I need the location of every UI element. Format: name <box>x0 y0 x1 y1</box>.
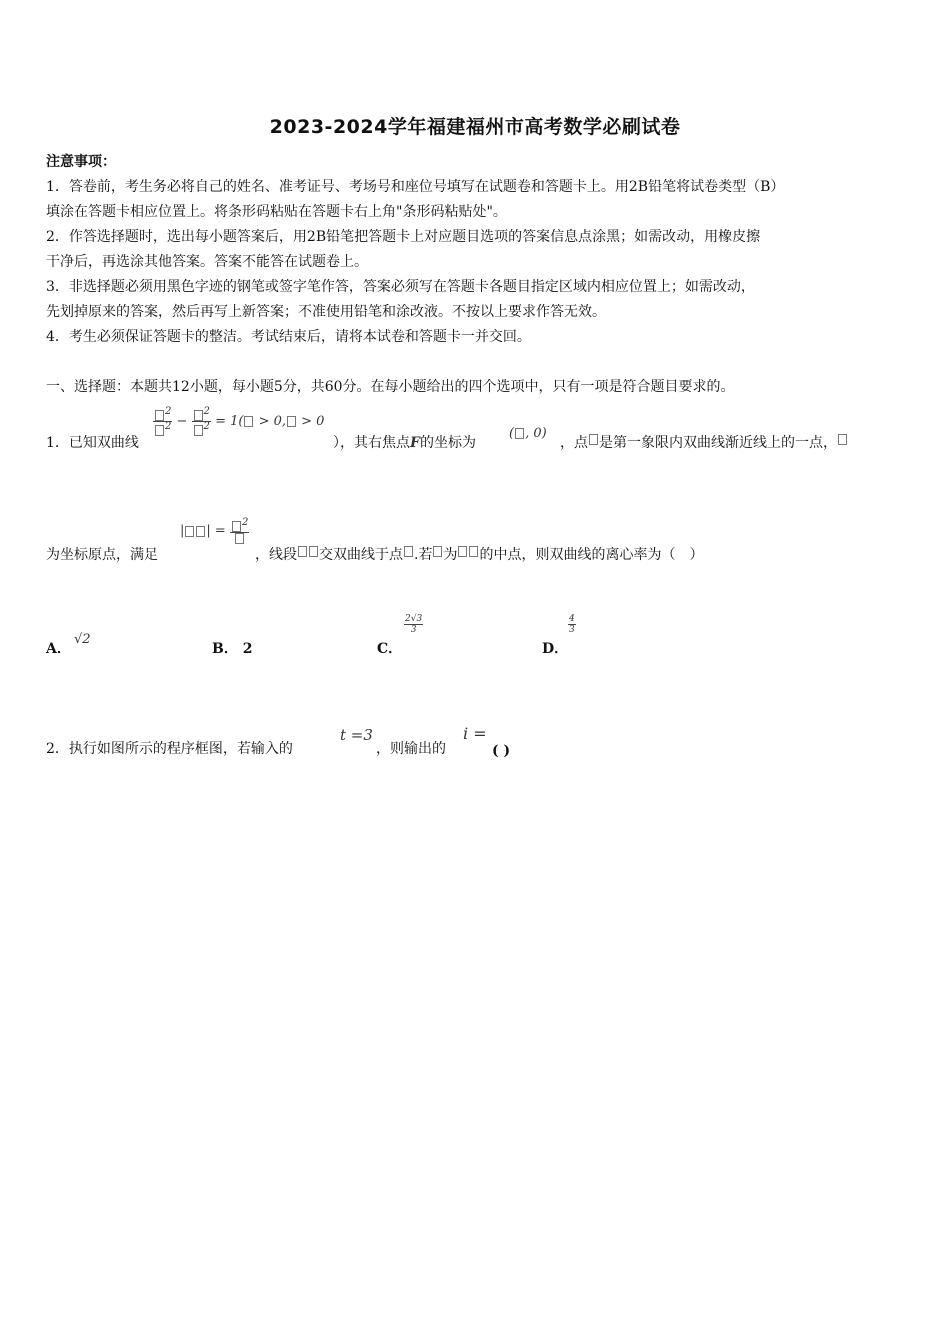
notice-line-1: 1．答卷前，考生务必将自己的姓名、准考证号、考场号和座位号填写在试题卷和答题卡上。用2B铅笔将试卷类型（B） <box>46 179 785 195</box>
option-d-value: $\frac{4}{3}$ <box>569 614 575 635</box>
q1-text-7: ，线段 <box>255 547 297 563</box>
option-c-label: C． <box>377 641 403 657</box>
q1-text-4: ，点 <box>560 435 588 451</box>
fraction-x2-a2: $\frac{^2}{^2}$ <box>153 407 172 436</box>
fraction-b2-a: 2 <box>230 518 249 544</box>
q1-text-6: 为坐标原点，满足 <box>46 547 158 563</box>
section-heading: 一、选择题：本题共12小题，每小题5分，共60分。在每小题给出的四个选项中，只有一项是符合题目要求的。 <box>46 379 735 395</box>
q1-text-2: ），其右焦点 <box>333 435 410 451</box>
question-1-line-1c <box>560 434 848 452</box>
notice-line-6: 先划掉原来的答案，然后再写上新答案；不准使用铅笔和涂改液。不按以上要求作答无效。 <box>46 304 606 320</box>
q1-text-5: 是第一象限内双曲线渐近线上的一点， <box>599 435 837 451</box>
notice-line-5: 3．非选择题必须用黑色字迹的钢笔或签字笔作答，答案必须写在答题卡各题目指定区域内相应位置上；如需改动， <box>46 279 755 295</box>
fraction-y2-b2: $\frac{^2}{^2}$ <box>192 407 211 436</box>
page-title: 2023-2024学年福建福州市高考数学必刷试卷 <box>269 116 681 138</box>
output-i-label: i = <box>463 724 487 743</box>
notice-line-7: 4．考生必须保证答题卡的整洁。考试结束后，请将本试卷和答题卡一并交回。 <box>46 329 531 345</box>
question-1-line-2b <box>255 546 703 564</box>
question-1-line-1 <box>46 434 139 452</box>
gt-zero-a: > 0, <box>254 414 286 429</box>
q1-text-1: 1．已知双曲线 <box>46 435 139 451</box>
q1-text-8: 交双曲线于点 <box>319 547 403 563</box>
q1-text-10: 为 <box>443 547 458 563</box>
q1-text-3: 的坐标为 <box>419 435 476 451</box>
focus-coordinate: ( , 0) <box>509 426 547 441</box>
gt-zero-b: > 0 <box>297 414 325 429</box>
option-a-label: A． <box>46 641 71 657</box>
option-c[interactable] <box>377 640 402 658</box>
condition-equation: | | = $^2$ <box>180 518 249 544</box>
eq-part: = 1( <box>215 414 244 429</box>
notice-line-3: 2．作答选择题时，选出每小题答案后，用2B铅笔把答题卡上对应题目选项的答案信息点涂黑；如需改动，用橡皮擦 <box>46 229 761 245</box>
notice-line-2: 填涂在答题卡相应位置上。将条形码粘贴在答题卡右上角"条形码粘贴处"。 <box>46 204 507 220</box>
option-a[interactable] <box>46 640 71 658</box>
q1-text-9: .若 <box>414 547 433 563</box>
option-b-value: 2 <box>242 641 253 657</box>
q2-text-2: ，则输出的 <box>376 741 446 757</box>
q1-text-11: 的中点，则双曲线的离心率为（ ） <box>479 547 704 563</box>
option-d[interactable] <box>542 640 568 658</box>
q2-answer-blank: ( ) <box>492 743 511 759</box>
notice-heading: 注意事项： <box>46 154 116 170</box>
q2-text-1: 2．执行如图所示的程序框图，若输入的 <box>46 741 293 757</box>
input-t-value: t =3 <box>340 726 373 744</box>
origin-placeholder-icon <box>838 434 847 445</box>
question-1-line-2 <box>46 546 158 564</box>
option-b-label: B． <box>212 641 238 657</box>
question-2-line <box>46 740 293 758</box>
hyperbola-equation: $\frac{^2}{^2}$ − $\frac{^2}{^2}$ = 1( > 0, > 0 <box>153 407 324 436</box>
question-1-line-1b <box>333 434 476 452</box>
option-a-value: √2 <box>74 632 91 647</box>
notice-line-4: 干净后，再选涂其他答案。答案不能答在试题卷上。 <box>46 254 368 270</box>
option-b[interactable] <box>212 640 252 658</box>
option-c-value: $\frac{2√3}{3}$ <box>405 614 423 635</box>
option-d-label: D． <box>542 641 569 657</box>
focus-label: F <box>410 435 420 451</box>
point-placeholder-icon <box>589 434 598 445</box>
